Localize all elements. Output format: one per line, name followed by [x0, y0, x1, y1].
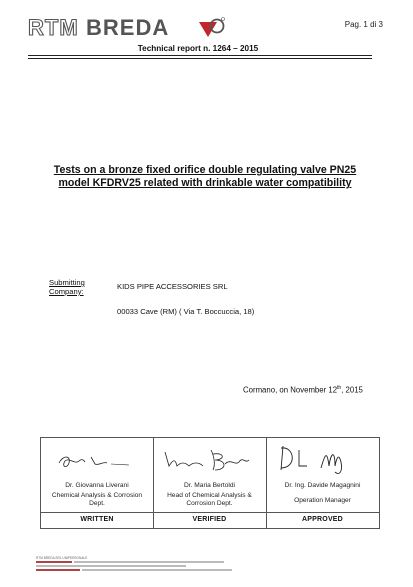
title-line-1: Tests on a bronze fixed orifice double regulating valve PN25: [53, 164, 357, 176]
signature-magagnini: [273, 442, 373, 476]
signer-title-1: [41, 492, 153, 508]
page-footer: [36, 556, 236, 575]
signer-name-2: Dr. Maria Bertoldi: [184, 482, 235, 489]
place-date-suffix: , 2015: [341, 385, 363, 395]
submitting-company-label: [49, 278, 99, 296]
role-row-divider: [41, 512, 379, 513]
date-ordinal: th: [337, 385, 342, 391]
svg-text:RTM: RTM: [28, 15, 79, 40]
signer-title-1-line-2: Dept.: [89, 500, 105, 507]
signer-title-2-line-2: Corrosion Dept.: [186, 500, 233, 507]
header-rule-top: [28, 55, 372, 56]
submitting-label-line-1: Submitting: [49, 278, 85, 287]
footer-company: RTM BREDA SRL UNIPERSONALE: [36, 556, 88, 560]
company-logo: [28, 14, 233, 42]
company-address: 00033 Cave (RM) ( Via T. Boccuccia, 18): [117, 307, 255, 316]
document-title: [30, 164, 380, 190]
place-date-prefix: Cormano, on November 12: [243, 385, 338, 395]
signer-title-3: Operation Manager: [294, 497, 351, 504]
company-name: KIDS PIPE ACCESSORIES SRL: [117, 282, 228, 291]
role-approved: APPROVED: [302, 516, 343, 523]
footer-address-block: [36, 560, 236, 574]
page-number: Pag. 1 di 3: [344, 20, 383, 29]
signer-title-2-line-1: Head of Chemical Analysis &: [167, 492, 252, 499]
place-date: [243, 385, 363, 395]
technical-report-number: Technical report n. 1264 – 2015: [137, 44, 259, 53]
signer-title-1-line-1: Chemical Analysis & Corrosion: [51, 492, 143, 499]
title-line-2: model KFDRV25 related with drinkable water compatibility: [58, 177, 352, 189]
header-rule-bottom: [28, 58, 372, 59]
role-verified: VERIFIED: [192, 516, 227, 523]
signature-bertoldi: [159, 444, 259, 474]
signer-name-3: Dr. Ing. Davide Magagnini: [284, 482, 361, 489]
role-written: WRITTEN: [80, 516, 114, 523]
signer-name-1: Dr. Giovanna Liverani: [65, 482, 129, 489]
signer-title-2: [153, 492, 266, 508]
signature-table: [40, 437, 380, 529]
svg-text:BREDA: BREDA: [86, 15, 170, 40]
signature-liverani: [55, 447, 135, 475]
submitting-label-line-2: Company:: [49, 287, 84, 296]
